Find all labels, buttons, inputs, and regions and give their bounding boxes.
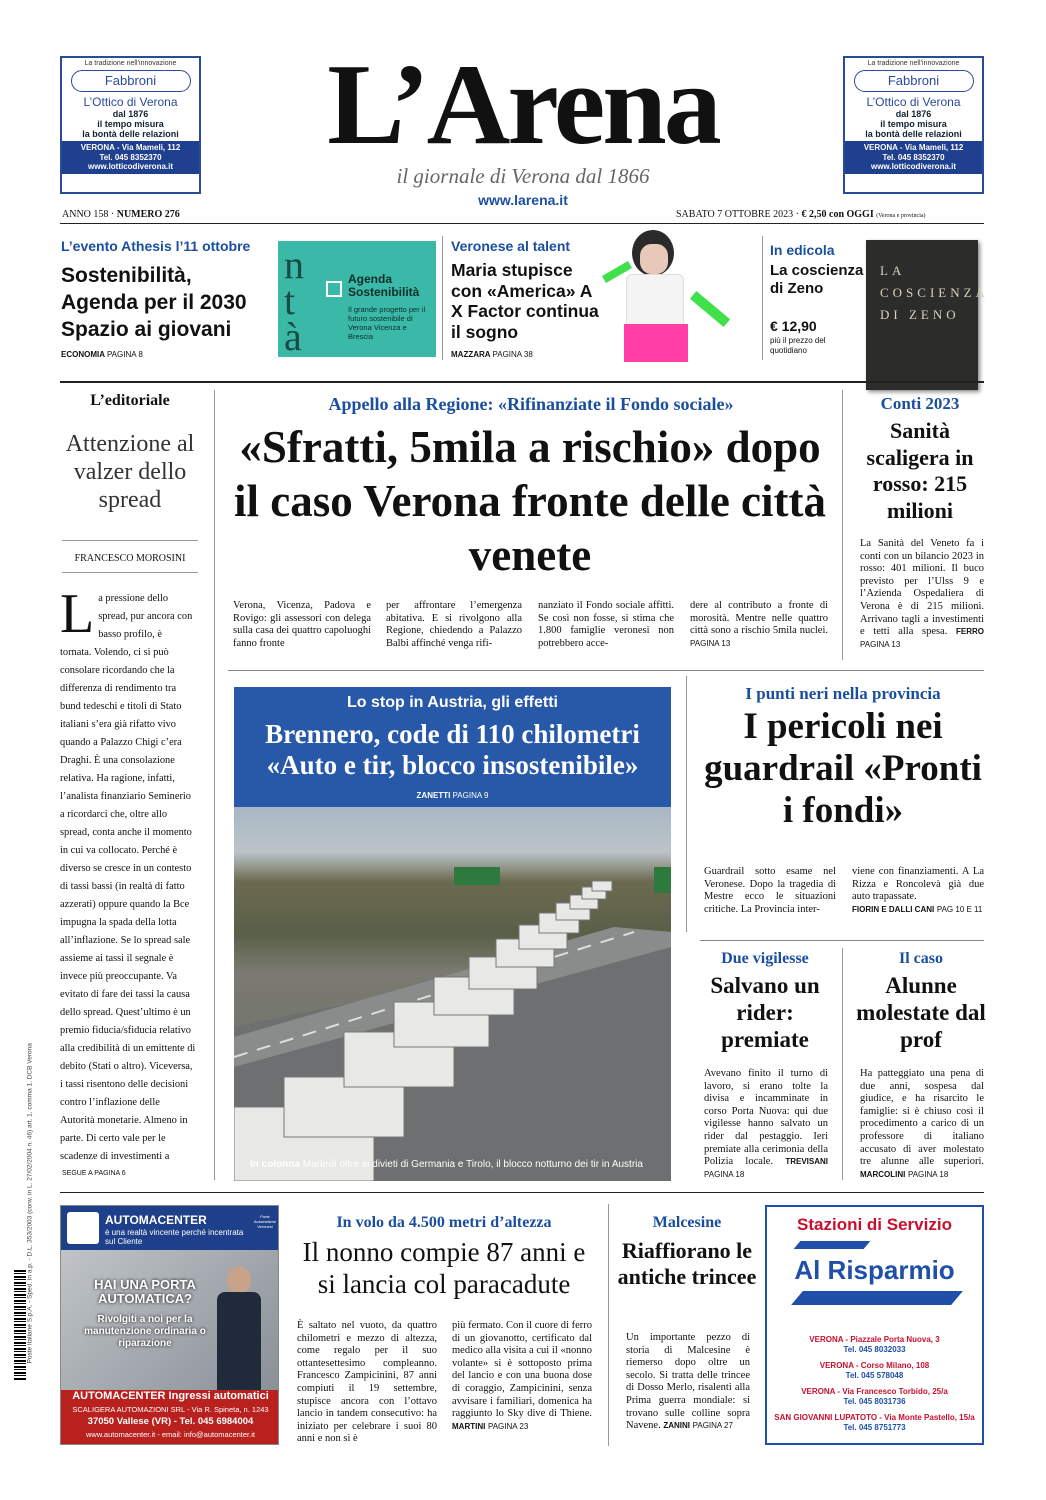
issue-info: ANNO 158 · NUMERO 276 bbox=[62, 209, 180, 220]
station-phone: Tel. 045 8031736 bbox=[843, 1397, 906, 1406]
guardrail-title[interactable]: I pericoli nei guardrail «Pronti i fondi» bbox=[704, 706, 982, 831]
sig-page: PAGINA 18 bbox=[907, 1169, 949, 1179]
ad-line: dal 1876 bbox=[895, 109, 932, 119]
conti-title[interactable]: Sanità scaligera in rosso: 215 milioni bbox=[866, 418, 974, 523]
sig-name: MAZZARA bbox=[451, 350, 491, 359]
caption-text: Martedì oltre ai divieti di Germania e Tirolo, il blocco notturno dei tir in Austria bbox=[302, 1159, 643, 1170]
sig-page: PAGINA 13 bbox=[860, 639, 901, 649]
sig-name: MARTINI bbox=[452, 1421, 486, 1431]
masthead-title[interactable]: L’Arena bbox=[327, 41, 719, 169]
editoriale-title[interactable]: Attenzione al valzer dello spread bbox=[65, 431, 195, 513]
sig-page: PAGINA 9 bbox=[452, 791, 489, 800]
teaser1-sig bbox=[61, 350, 143, 359]
sig-name: ZANETTI bbox=[416, 791, 451, 800]
nonno-col-1: È saltato nel vuoto, da quattro chilometri e mezzo di altezza, come regalo per il suo ottantesettesimo compleanno. Francesco Zampicinini, 87 anni compiuti il 19 settembre, stupisce ancora con l’ottavo lancio in tandem consecutivo: ha iniziato per celebrare i suoi 80 anni e non si è bbox=[297, 1320, 437, 1445]
ad-line: il tempo misura bbox=[880, 119, 947, 129]
ad-phone: Tel. 045 8352370 bbox=[882, 152, 945, 162]
sig-page: PAGINA 18 bbox=[704, 1169, 745, 1179]
vigilesse-text: Avevano finito il turno di lavoro, si erano tolte la divisa e incamminate in corso Porta Nuova: qui due vigilesse hanno salvato un rider dal pestaggio. Ieri premiate alla cerimonia della Polizia locale. bbox=[704, 1068, 828, 1168]
fabbroni-logo: Fabbroni bbox=[71, 70, 191, 92]
teaser3-price-note: più il prezzo del quotidiano bbox=[770, 336, 826, 355]
ad-url: www.lotticodiverona.it bbox=[87, 162, 174, 171]
sig-page: PAG 10 E 11 bbox=[936, 904, 983, 914]
sig-name: FIORIN E DALLI CANI bbox=[852, 904, 935, 914]
conti-body bbox=[860, 538, 984, 651]
ad-tagline: La tradizione nell’innovazione bbox=[84, 60, 177, 67]
malcesine-text: Un importante pezzo di storia di Malcesine è riemerso dopo oltre un secolo. Si tratta delle trincee di Dosso Merlo, risalenti alla Prima guerra mondiale: si trovano sulle colline sopra Navene. bbox=[626, 1332, 750, 1432]
masthead-tagline: il giornale di Verona dal 1866 bbox=[396, 164, 650, 188]
guardrail-kicker: I punti neri nella provincia bbox=[745, 684, 941, 703]
guardrail-col-2 bbox=[852, 866, 984, 916]
sig-name: ECONOMIA bbox=[61, 350, 105, 359]
promo-letters: n t à bbox=[284, 242, 304, 357]
barcode bbox=[14, 1270, 26, 1380]
anno: ANNO 158 bbox=[62, 209, 109, 220]
stazioni-title: Stazioni di Servizio bbox=[797, 1215, 952, 1234]
automacenter-ad[interactable] bbox=[60, 1205, 279, 1445]
caso-kicker: Il caso bbox=[899, 950, 943, 967]
conti-text: La Sanità del Veneto fa i conti con un bilancio 2023 in rosso: 401 milioni. Il buco previsto per l’Ulss 9 e l’Azienda Ospedaliera di Verona è di 215 milioni. Arrivano tagli a investimenti e tetti alla spesa. bbox=[860, 538, 984, 638]
date: SABATO 7 OTTOBRE 2023 bbox=[676, 209, 794, 220]
date-price: SABATO 7 OTTOBRE 2023 · € 2,50 con OGGI (Verona e provincia) bbox=[676, 209, 926, 220]
ad-phone: Tel. 045 8352370 bbox=[99, 152, 162, 162]
col-divider bbox=[842, 390, 843, 660]
ad-answer: Rivolgiti a noi per la manutenzione ordinaria o riparazione bbox=[84, 1314, 206, 1349]
fabbroni-ad-right[interactable] bbox=[843, 56, 984, 194]
guardrail-col-2-text: viene con finanziamenti. A La Rizza e Roncolevà già due auto trapassate. bbox=[852, 866, 984, 903]
guardrail-col-1: Guardrail sotto esame nel Veronese. Dopo la tragedia di Mestre ecco le situazioni critiche. La Provincia inter- bbox=[704, 866, 836, 915]
teaser3-kicker: In edicola bbox=[770, 242, 835, 258]
col-divider bbox=[214, 390, 215, 1180]
lead-col-4-text: dere al contributo a fronte di morosità. Mentre nelle quattro città sono a rischio 5mila nuclei. bbox=[690, 600, 828, 637]
ad-address: VERONA - Via Mameli, 112 bbox=[863, 143, 964, 152]
caso-text: Ha patteggiato una pena di due anni, sospesa dal giudice, e ha risarcito le famiglie: si è chiuso così il procedimento a carico di un professore di italiano accusato di aver molestato tre alunne alle superiori. bbox=[860, 1068, 984, 1168]
book-cover[interactable] bbox=[866, 240, 989, 390]
sig-name: ZANINI bbox=[663, 1421, 690, 1431]
col-divider bbox=[842, 948, 843, 1180]
station-address: SAN GIOVANNI LUPATOTO - Via Monte Pastello, 15/a bbox=[774, 1413, 975, 1422]
station-address: VERONA - Via Francesco Torbido, 25/a bbox=[801, 1387, 948, 1396]
teaser2-sig bbox=[451, 350, 533, 359]
sig-page: PAGINA 38 bbox=[492, 350, 533, 359]
masthead-rule bbox=[60, 223, 984, 224]
lead-title[interactable]: «Sfratti, 5mila a rischio» dopo il caso Verona fronte delle città venete bbox=[233, 422, 826, 580]
editoriale-label: L’editoriale bbox=[90, 392, 170, 409]
sig-page: PAGINA 13 bbox=[690, 638, 731, 648]
conti-kicker: Conti 2023 bbox=[880, 394, 960, 413]
stazioni-subtitle: Al Risparmio bbox=[794, 1255, 955, 1285]
editoriale-body bbox=[60, 588, 196, 1168]
brennero-title: Brennero, code di 110 chilometri «Auto e tir, blocco insostenibile» bbox=[265, 719, 640, 780]
ad-line: il tempo misura bbox=[97, 119, 164, 129]
highway-illustration bbox=[234, 807, 671, 1181]
station-phone: Tel. 045 578048 bbox=[845, 1371, 904, 1380]
dropcap: L bbox=[60, 588, 95, 645]
ad-url: www.lotticodiverona.it bbox=[870, 162, 957, 171]
vigilesse-title[interactable]: Salvano un rider: premiate bbox=[710, 973, 820, 1052]
stazioni-list bbox=[767, 1335, 982, 1433]
ad-badge: Porte Automatiche Veronesi bbox=[253, 1214, 277, 1229]
malcesine-title[interactable]: Riaffiorano le antiche trincee bbox=[617, 1238, 757, 1289]
price: € 2,50 con OGGI bbox=[801, 209, 874, 220]
stazioni-stripe-icon-2 bbox=[791, 1291, 963, 1305]
station-address: VERONA - Corso Milano, 108 bbox=[819, 1361, 930, 1370]
lead-col-2: per affrontare l’emergenza abitativa. E si rivolgono alla Regione, chiedendo a Palazzo Balbi affinché venga rifi- bbox=[386, 600, 522, 649]
automacenter-logo-icon bbox=[67, 1212, 99, 1244]
ad-footer-title: AUTOMACENTER Ingressi automatici bbox=[72, 1390, 269, 1402]
ad-footer-phone: 37050 Vallese (VR) - Tel. 045 6984004 bbox=[87, 1416, 254, 1427]
teaser1-title[interactable]: Sostenibilità, Agenda per il 2030 Spazio ai giovani bbox=[61, 264, 247, 341]
teaser2-title[interactable]: Maria stupisce con «America» A X Factor continua il sogno bbox=[451, 260, 599, 342]
ad-footer bbox=[62, 141, 199, 174]
ad-line: la bontà delle relazioni bbox=[82, 129, 179, 139]
book-cover-title: LA COSCIENZA DI ZENO bbox=[880, 263, 989, 322]
station-address: VERONA - Piazzale Porta Nuova, 3 bbox=[809, 1335, 940, 1344]
teaser-divider bbox=[762, 236, 763, 360]
vigilesse-body bbox=[704, 1068, 828, 1181]
brennero-sig bbox=[234, 791, 671, 800]
sig-page: PAGINA 23 bbox=[487, 1421, 529, 1431]
promo-grid-icon bbox=[326, 281, 342, 297]
promo-text: Il grande progetto per il futuro sostenibile di Verona Vicenza e Brescia bbox=[348, 305, 426, 341]
station-phone: Tel. 045 8032033 bbox=[843, 1345, 906, 1354]
ad-footer-address: SCALIGERA AUTOMAZIONI SRL - Via R. Spineta, n. 1243 bbox=[72, 1405, 269, 1414]
price-note: (Verona e provincia) bbox=[876, 213, 926, 219]
lead-col-3: nanziato il Fondo sociale affitti. Se così non fosse, si stima che 1.800 famiglie veronesi non potrebbero acce- bbox=[538, 600, 674, 649]
ad-line: dal 1876 bbox=[112, 109, 149, 119]
ad-address: VERONA - Via Mameli, 112 bbox=[80, 143, 181, 152]
caso-title[interactable]: Alunne molestate dal prof bbox=[856, 973, 986, 1052]
sig-name: TREVISANI bbox=[785, 1157, 828, 1167]
rule bbox=[700, 940, 984, 941]
nonno-col-2 bbox=[452, 1320, 592, 1433]
postal-margin: Poste Italiane S.p.A. - Sped. in a.p. - D.L. 353/2003 (conv. in L. 27/02/2004 n. 46) art. 1, comma 1, DCB Verona bbox=[26, 1043, 34, 1364]
lead-col-1: Verona, Vicenza, Padova e Rovigo: gli assessori con delega sulla casa dei quattro capoluoghi fanno fronte bbox=[233, 600, 371, 649]
mid-rule bbox=[228, 670, 984, 671]
malcesine-body bbox=[626, 1332, 750, 1433]
promo-title: Agenda Sostenibilità bbox=[348, 272, 420, 299]
malcesine-kicker: Malcesine bbox=[652, 1214, 722, 1231]
ad-tagline: La tradizione nell’innovazione bbox=[867, 60, 960, 67]
ad-ottico: L’Ottico di Verona bbox=[866, 95, 961, 109]
teaser-divider bbox=[442, 236, 443, 360]
sig-page: PAGINA 27 bbox=[692, 1421, 733, 1431]
brennero-block[interactable] bbox=[234, 687, 671, 1181]
sig-name: MARCOLINI bbox=[860, 1169, 906, 1179]
ad-brand: AUTOMACENTER bbox=[105, 1213, 207, 1227]
teaser3-title[interactable]: La coscienza di Zeno bbox=[770, 262, 864, 297]
highway-photo bbox=[234, 807, 671, 1181]
col-divider bbox=[686, 676, 687, 932]
teaser1-kicker: L’evento Athesis l’11 ottobre bbox=[61, 238, 251, 254]
brennero-caption bbox=[250, 1159, 643, 1170]
ad-line: la bontà delle relazioni bbox=[865, 129, 962, 139]
section-rule bbox=[60, 381, 984, 383]
ad-ottico: L’Ottico di Verona bbox=[83, 95, 178, 109]
ad-tag: è una realtà vincente perché incentrata sul Cliente bbox=[105, 1228, 244, 1246]
stazioni-ad[interactable] bbox=[765, 1205, 984, 1445]
masthead-url[interactable]: www.larena.it bbox=[478, 192, 568, 208]
fabbroni-ad-left[interactable] bbox=[60, 56, 201, 194]
nonno-col-2-text: più fermato. Con il cuore di ferro di un giovanotto, certificato dal medico alla visita a cui il «nonno volante» si è sottoposto prima del lancio e con una buona dose di coraggio, Zampicinini, senza avvisare i familiari, domenica ha raggiunto lo Sky dive di Thiene. bbox=[452, 1320, 592, 1420]
vigilesse-kicker: Due vigilesse bbox=[721, 950, 809, 967]
bottom-section-rule bbox=[60, 1192, 984, 1193]
station-phone: Tel. 045 8751773 bbox=[843, 1423, 906, 1432]
editoriale-author: FRANCESCO MOROSINI bbox=[74, 553, 186, 564]
teaser3-price: € 12,90 bbox=[770, 318, 817, 334]
lead-col-4 bbox=[690, 600, 828, 650]
ad-footer-url: www.automacenter.it - email: info@automacenter.it bbox=[86, 1430, 255, 1439]
sig-name: FERRO bbox=[956, 627, 985, 637]
ad-footer bbox=[845, 141, 982, 174]
editoriale-text: a pressione dello spread, pur ancora con basso profilo, è tornata. Volendo, ci si può consolare ricordando che la differenza di rendimento tra bund tedeschi e titoli di Stato italiani s’era già rifatto vivo quando a Palazzo Chigi c’era Draghi. È una consolazione relativa. Ha ragione, infatti, l’analista finanziario Seminerio a ricordarci che, oltre allo spread, conta anche il momento in cui va collocato. Perché è diverso se cresce in un contesto di tassi bassi (in realtà di fatto azzerati) oppure quando la Bce impugna la spada della lotta all’inflazione. Se lo spread sale assieme ai tassi il segnale è invece più preoccupante. Va evitato di fare dei tassi la causa dello spread. Quest’ultimo è un premio fiducia/sfiducia relativo alla credibilità di un emittente di debito (Stati o altro). Viceversa, i tassi risentono delle decisioni contro l’inflazione delle Autorità monetarie. Almeno in parte. Di certo vale per le scadenze di investimenti a bbox=[60, 593, 196, 1162]
nonno-kicker: In volo da 4.500 metri d’altezza bbox=[336, 1214, 552, 1231]
lead-kicker: Appello alla Regione: «Rifinanziate il Fondo sociale» bbox=[328, 394, 734, 414]
numero: NUMERO 276 bbox=[116, 209, 180, 220]
sig-page: PAGINA 8 bbox=[106, 350, 143, 359]
author-rule-bottom bbox=[62, 572, 198, 573]
teaser2-kicker: Veronese al talent bbox=[451, 238, 571, 254]
editoriale-more[interactable]: SEGUE A PAGINA 6 bbox=[62, 1170, 126, 1177]
col-divider bbox=[608, 1204, 609, 1446]
brennero-kicker: Lo stop in Austria, gli effetti bbox=[347, 694, 558, 711]
ad-question: HAI UNA PORTA AUTOMATICA? bbox=[94, 1277, 196, 1306]
nonno-title[interactable]: Il nonno compie 87 anni e si lancia col paracadute bbox=[302, 1237, 586, 1299]
caso-body bbox=[860, 1068, 984, 1181]
singer-photo bbox=[596, 228, 756, 362]
author-rule-top bbox=[62, 540, 198, 541]
agenda-promo[interactable] bbox=[278, 241, 436, 357]
caption-bold: In colonna bbox=[250, 1159, 300, 1170]
stazioni-stripe-icon bbox=[794, 1241, 871, 1249]
worker-figure bbox=[211, 1266, 267, 1390]
fabbroni-logo: Fabbroni bbox=[854, 70, 974, 92]
